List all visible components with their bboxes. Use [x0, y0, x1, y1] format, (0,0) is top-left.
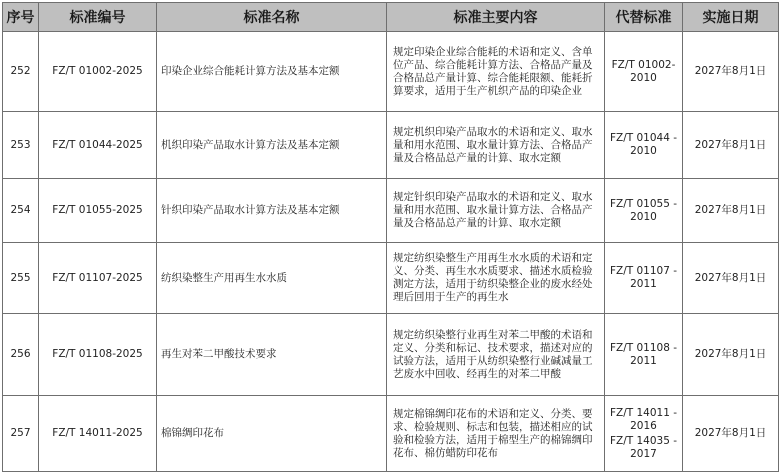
standard-name: 印染企业综合能耗计算方法及基本定额: [157, 32, 387, 112]
replaced-standard: [605, 314, 683, 396]
replaced-standard: [605, 179, 683, 243]
header-standard-name: 标准名称: [157, 3, 387, 32]
standard-name: 机织印染产品取水计算方法及基本定额: [157, 112, 387, 179]
implementation-date: 2027年8月1日: [683, 32, 779, 112]
implementation-date: 2027年8月1日: [683, 314, 779, 396]
standards-table: [2, 2, 779, 472]
standard-name: 棉锦绸印花布: [157, 396, 387, 472]
standard-code: FZ/T 14011-2025: [39, 396, 157, 472]
replaced-code: FZ/T 01055 -: [609, 197, 678, 210]
replaced-year: 2010: [630, 210, 657, 223]
main-content: 规定纺织染整生产用再生水水质的术语和定义、分类、再生水水质要求、描述水质检验测定方法，适用于纺织染整企业的废水经处理后回用于生产的再生水: [387, 243, 605, 314]
standard-code: FZ/T 01044-2025: [39, 112, 157, 179]
replaced-standard: [605, 396, 683, 472]
implementation-date: 2027年8月1日: [683, 243, 779, 314]
replaced-standard: [605, 32, 683, 112]
standard-code: FZ/T 01108-2025: [39, 314, 157, 396]
replaced-code: FZ/T 01107 -: [609, 265, 678, 277]
replaced-code: FZ/T 14035 -: [609, 434, 678, 447]
replaced-standard-entry: [606, 407, 681, 433]
replaced-code: FZ/T 01108 -: [609, 341, 678, 354]
serial-number: 254: [3, 179, 39, 243]
main-content: 规定印染企业综合能耗的术语和定义、含单位产品、综合能耗计算方法、合格品产量及合格品总产量计算、综合能耗限额、能耗折算要求，适用于生产机织产品的印染企业: [387, 32, 605, 112]
serial-number: 252: [3, 32, 39, 112]
table-row: [3, 396, 779, 472]
standard-name: 针织印染产品取水计算方法及基本定额: [157, 179, 387, 243]
main-content: 规定棉锦绸印花布的术语和定义、分类、要求、检验规则、标志和包装，描述相应的试验和检验方法，适用于棉型生产的棉锦绸印花布、棉仿蜡防印花布: [387, 396, 605, 472]
header-main-content: 标准主要内容: [387, 3, 605, 32]
implementation-date: 2027年8月1日: [683, 396, 779, 472]
implementation-date: 2027年8月1日: [683, 112, 779, 179]
main-content: 规定纺织染整行业再生对苯二甲酸的术语和定义、分类和标记、技术要求，描述对应的试验方法，适用于从纺织染整行业碱减量工艺废水中回收、经再生的对苯二甲酸: [387, 314, 605, 396]
replaced-standard-entry: [606, 198, 681, 224]
main-content: 规定机织印染产品取水的术语和定义、取水量和用水范围、取水量计算方法、合格品产量及合格品总产量的计算、取水定额: [387, 112, 605, 179]
standard-name: 纺织染整生产用再生水水质: [157, 243, 387, 314]
replaced-standard-entry: [606, 132, 681, 158]
standard-code: FZ/T 01002-2025: [39, 32, 157, 112]
replaced-year: 2011: [630, 354, 657, 367]
standard-code: FZ/T 01055-2025: [39, 179, 157, 243]
header-implementation-date: 实施日期: [683, 3, 779, 32]
table-row: [3, 112, 779, 179]
replaced-standard: [605, 243, 683, 314]
replaced-standard-entry: [606, 342, 681, 368]
main-content: 规定针织印染产品取水的术语和定义、取水量和用水范围、取水量计算方法、合格品产量及合格品总产量的计算、取水定额: [387, 179, 605, 243]
header-serial-number: 序号: [3, 3, 39, 32]
serial-number: 253: [3, 112, 39, 179]
replaced-code: FZ/T 01044 -: [609, 132, 678, 144]
serial-number: 255: [3, 243, 39, 314]
replaced-standard: [605, 112, 683, 179]
header-replaced-standard: 代替标准: [605, 3, 683, 32]
table-body: [3, 32, 779, 472]
serial-number: 256: [3, 314, 39, 396]
replaced-standard-entry: [606, 265, 681, 291]
replaced-year: 2017: [630, 447, 657, 460]
replaced-standard-entry: [606, 435, 681, 461]
standard-name: 再生对苯二甲酸技术要求: [157, 314, 387, 396]
table-header: [3, 3, 779, 32]
replaced-year: 2011: [630, 278, 657, 290]
replaced-code: FZ/T 14011 -: [609, 406, 678, 419]
replaced-standard-entry: [606, 59, 681, 85]
table-row: [3, 179, 779, 243]
header-standard-code: 标准编号: [39, 3, 157, 32]
replaced-year: 2016: [630, 419, 657, 432]
table-row: [3, 314, 779, 396]
table-row: [3, 32, 779, 112]
table-row: [3, 243, 779, 314]
replaced-code: FZ/T 01002-: [611, 58, 676, 71]
replaced-year: 2010: [630, 71, 657, 84]
replaced-year: 2010: [630, 145, 657, 157]
implementation-date: 2027年8月1日: [683, 179, 779, 243]
standard-code: FZ/T 01107-2025: [39, 243, 157, 314]
serial-number: 257: [3, 396, 39, 472]
